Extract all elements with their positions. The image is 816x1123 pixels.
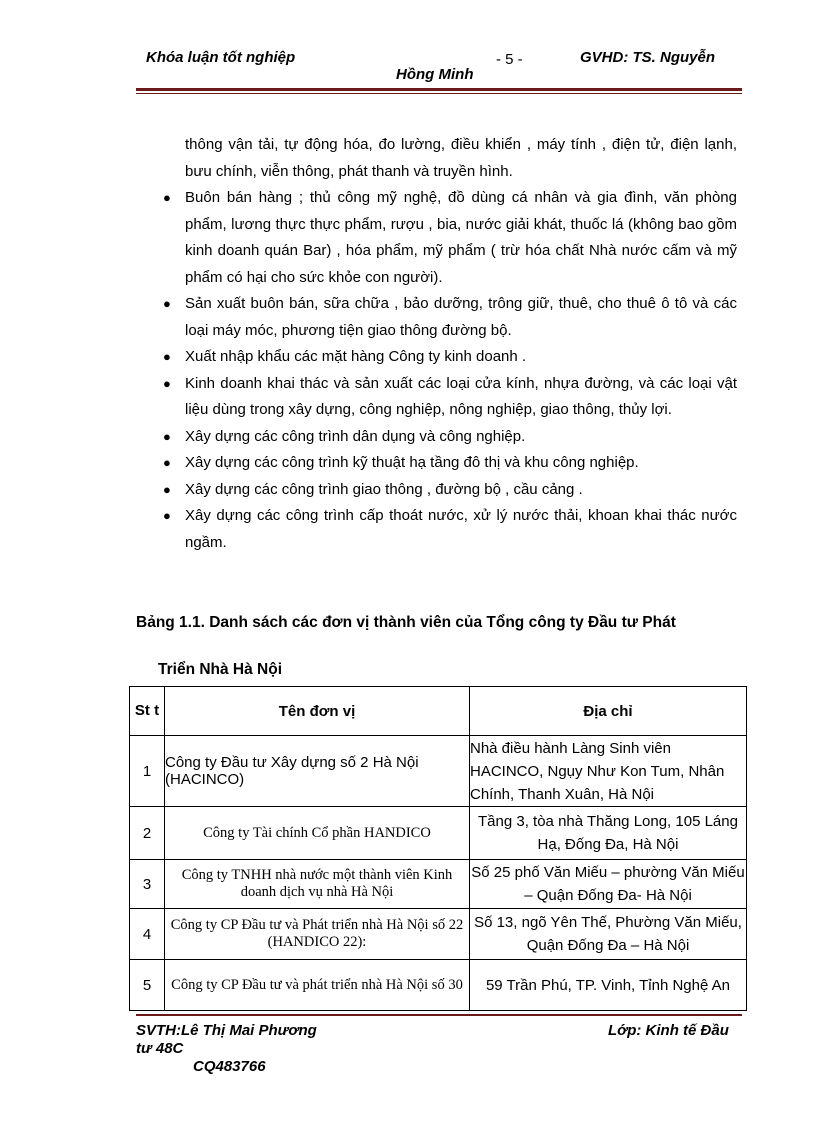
footer-class-cont: tư 48C xyxy=(136,1040,184,1057)
bullet-icon: ● xyxy=(163,481,171,497)
bullet-icon: ● xyxy=(163,190,171,205)
col-header-address: Địa chỉ xyxy=(470,687,747,736)
table-row xyxy=(130,860,747,909)
list-item: ● Xây dựng các công trình kỹ thuật hạ tầng đô thị và khu công nghiệp. xyxy=(185,450,737,477)
list-item: ● Buôn bán hàng ; thủ công mỹ nghệ, đồ dùng cá nhân và gia đình, văn phòng phẩm, lương thực thực phẩm, rượu , bia, nước giải khát, thuốc lá (không bao gồm kinh doanh quán Bar) , hóa phẩm, mỹ phẩm ( trừ hóa chất Nhà nước cấm và mỹ phẩm có hại cho sức khỏe con người). xyxy=(185,185,737,291)
list-item: ● Kinh doanh khai thác và sản xuất các loại cửa kính, nhựa đường, và các loại vật liệu dùng trong xây dựng, công nghiệp, nông nghiệp, giao thông, thủy lợi. xyxy=(185,371,737,424)
footer-student: SVTH:Lê Thị Mai Phương xyxy=(136,1022,317,1039)
cell-address: Tầng 3, tòa nhà Thăng Long, 105 Láng Hạ, Đống Đa, Hà Nội xyxy=(470,807,747,860)
list-item: ● Xuất nhập khẩu các mặt hàng Công ty kinh doanh . xyxy=(185,344,737,371)
cell-name: Công ty Đầu tư Xây dựng số 2 Hà Nội (HACINCO) xyxy=(165,736,470,807)
cell-address: Nhà điều hành Làng Sinh viên HACINCO, Ngụy Như Kon Tum, Nhân Chính, Thanh Xuân, Hà Nội xyxy=(470,736,747,807)
bullet-icon: ● xyxy=(163,428,171,444)
col-header-stt: St t xyxy=(130,687,165,736)
activity-bullet-list xyxy=(163,185,737,556)
header-thesis-title: Khóa luận tốt nghiệp xyxy=(146,49,296,66)
header-supervisor: GVHD: TS. Nguyễn xyxy=(580,49,716,66)
list-item: ● Xây dựng các công trình giao thông , đường bộ , cầu cảng . xyxy=(185,477,737,504)
member-units-table xyxy=(129,686,747,1011)
cell-name: Công ty TNHH nhà nước một thành viên Kinh doanh dịch vụ nhà Hà Nội xyxy=(165,860,470,909)
cell-address: 59 Trần Phú, TP. Vinh, Tỉnh Nghệ An xyxy=(470,960,747,1011)
cell-name: Công ty CP Đầu tư và phát triển nhà Hà Nội số 30 xyxy=(165,960,470,1011)
table-row xyxy=(130,807,747,860)
header-rule-thin xyxy=(136,93,742,94)
cell-stt: 3 xyxy=(130,860,165,909)
cell-address: Số 25 phố Văn Miếu – phường Văn Miếu – Quận Đống Đa- Hà Nội xyxy=(470,860,747,909)
header-supervisor-cont: Hồng Minh xyxy=(396,66,474,83)
cell-name: Công ty Tài chính Cổ phần HANDICO xyxy=(165,807,470,860)
bullet-icon: ● xyxy=(163,375,171,391)
cell-name: Công ty CP Đầu tư và Phát triển nhà Hà Nội số 22 (HANDICO 22): xyxy=(165,909,470,960)
cell-address: Số 13, ngõ Yên Thế, Phường Văn Miếu, Quận Đống Đa – Hà Nội xyxy=(470,909,747,960)
footer-class: Lớp: Kinh tế Đầu xyxy=(608,1022,729,1039)
header-rule-thick xyxy=(136,88,742,91)
list-item: ● Xây dựng các công trình dân dụng và công nghiệp. xyxy=(185,424,737,451)
continuation-paragraph: thông vận tải, tự động hóa, đo lường, điều khiển , máy tính , điện tử, điện lạnh, bưu chính, viễn thông, phát thanh và truyền hình. xyxy=(185,136,737,180)
table-row xyxy=(130,909,747,960)
bullet-icon: ● xyxy=(163,508,171,523)
header-page-number: - 5 - xyxy=(496,51,523,68)
table-row xyxy=(130,960,747,1011)
table-row xyxy=(130,736,747,807)
footer-rule xyxy=(136,1014,742,1016)
list-item: ● Xây dựng các công trình cấp thoát nước, xử lý nước thải, khoan khai thác nước ngầm. xyxy=(185,503,737,556)
cell-stt: 1 xyxy=(130,736,165,807)
table-caption-cont: Triển Nhà Hà Nội xyxy=(158,661,283,678)
table-caption: Bảng 1.1. Danh sách các đơn vị thành viên của Tổng công ty Đầu tư Phát xyxy=(136,614,676,631)
bullet-icon: ● xyxy=(163,296,171,311)
list-item: ● Sản xuất buôn bán, sữa chữa , bảo dưỡng, trông giữ, thuê, cho thuê ô tô và các loại máy móc, phương tiện giao thông đường bộ. xyxy=(185,291,737,344)
col-header-name: Tên đơn vị xyxy=(165,687,470,736)
footer-student-code: CQ483766 xyxy=(193,1058,266,1075)
table-header-row xyxy=(130,687,747,736)
cell-stt: 4 xyxy=(130,909,165,960)
bullet-icon: ● xyxy=(163,349,171,364)
cell-stt: 2 xyxy=(130,807,165,860)
cell-stt: 5 xyxy=(130,960,165,1011)
bullet-icon: ● xyxy=(163,455,171,470)
